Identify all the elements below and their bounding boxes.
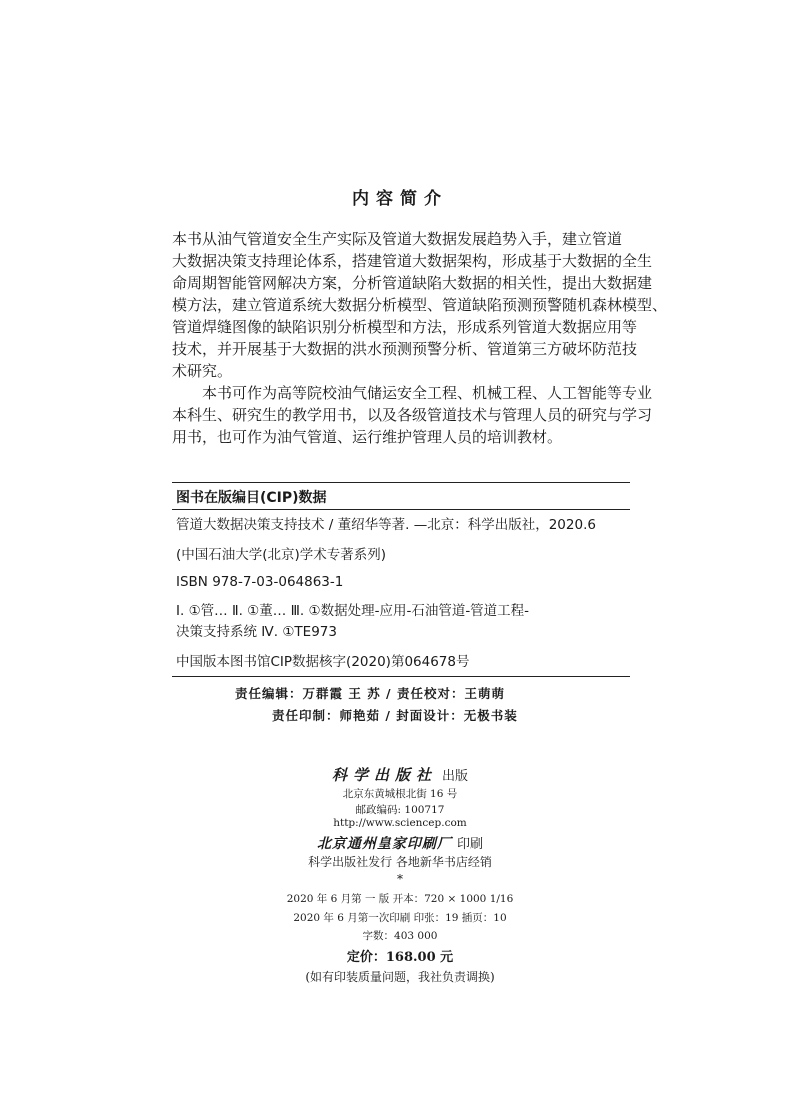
publisher-postcode: 邮政编码: 100717 xyxy=(355,804,445,816)
staff-credits-line: 责任编辑：万群霞 王 苏 / 责任校对：王萌萌 xyxy=(235,686,505,701)
summary-title: 内容简介 xyxy=(352,189,448,209)
cip-classification-line: Ⅰ. ①管… Ⅱ. ①董… Ⅲ. ①数据处理-应用-石油管道-管道工程- xyxy=(176,603,530,619)
printer-line xyxy=(0,833,800,853)
summary-line: 模方法，建立管道系统大数据分析模型、管道缺陷预测预警随机森林模型、 xyxy=(172,296,668,314)
separator-asterisk: * xyxy=(397,872,403,886)
cip-isbn: ISBN 978-7-03-064863-1 xyxy=(176,574,344,590)
cip-bottom-rule xyxy=(172,676,630,677)
summary-line: 术研究。 xyxy=(172,362,233,380)
summary-line: 命周期智能管网解决方案，分析管道缺陷大数据的相关性，提出大数据建 xyxy=(172,274,653,292)
cip-series-line: (中国石油大学(北京)学术专著系列) xyxy=(176,547,387,563)
summary-line: 管道焊缝图像的缺陷识别分析模型和方法，形成系列管道大数据应用等 xyxy=(172,318,638,336)
publisher-line xyxy=(0,764,800,785)
cip-title-line: 管道大数据决策支持技术 / 董绍华等著. —北京：科学出版社，2020.6 xyxy=(176,517,596,533)
summary-line: 本书从油气管道安全生产实际及管道大数据发展趋势入手，建立管道 xyxy=(172,230,623,248)
cip-verification-number: 中国版本图书馆CIP数据核字(2020)第064678号 xyxy=(176,654,470,670)
printer-logo: 北京通州皇家印刷厂 xyxy=(316,836,452,852)
summary-line: 本书可作为高等院校油气储运安全工程、机械工程、人工智能等专业 xyxy=(202,384,653,402)
summary-line: 技术，并开展基于大数据的洪水预测预警分析、管道第三方破坏防范技 xyxy=(172,340,638,358)
word-count: 字数：403 000 xyxy=(362,930,438,942)
publisher-website: http://www.sciencep.com xyxy=(333,817,467,829)
distribution-line: 科学出版社发行 各地新华书店经销 xyxy=(308,855,492,869)
printer-suffix: 印刷 xyxy=(457,837,484,852)
cip-top-rule xyxy=(172,482,630,483)
cip-heading-rule xyxy=(172,509,630,510)
cip-heading: 图书在版编目(CIP)数据 xyxy=(176,490,327,506)
summary-line: 用书，也可作为油气管道、运行维护管理人员的培训教材。 xyxy=(172,428,563,446)
cip-classification-line: 决策支持系统 Ⅳ. ①TE973 xyxy=(176,624,337,640)
summary-line: 本科生、研究生的教学用书，以及各级管道技术与管理人员的研究与学习 xyxy=(172,406,653,424)
quality-notice: (如有印装质量问题，我社负责调换) xyxy=(305,970,495,984)
publisher-suffix: 出版 xyxy=(442,769,469,784)
staff-credits-line: 责任印制：师艳茹 / 封面设计：无极书装 xyxy=(272,708,518,723)
printing-line: 2020 年 6 月第一次印刷 印张：19 插页：10 xyxy=(293,912,507,924)
summary-line: 大数据决策支持理论体系，搭建管道大数据架构，形成基于大数据的全生 xyxy=(172,252,653,270)
price: 定价：168.00 元 xyxy=(346,950,454,965)
edition-line: 2020 年 6 月第 一 版 开本：720 × 1000 1/16 xyxy=(286,893,514,905)
publisher-address: 北京东黄城根北街 16 号 xyxy=(342,788,458,800)
publisher-logo: 科学出版社 xyxy=(331,766,437,784)
